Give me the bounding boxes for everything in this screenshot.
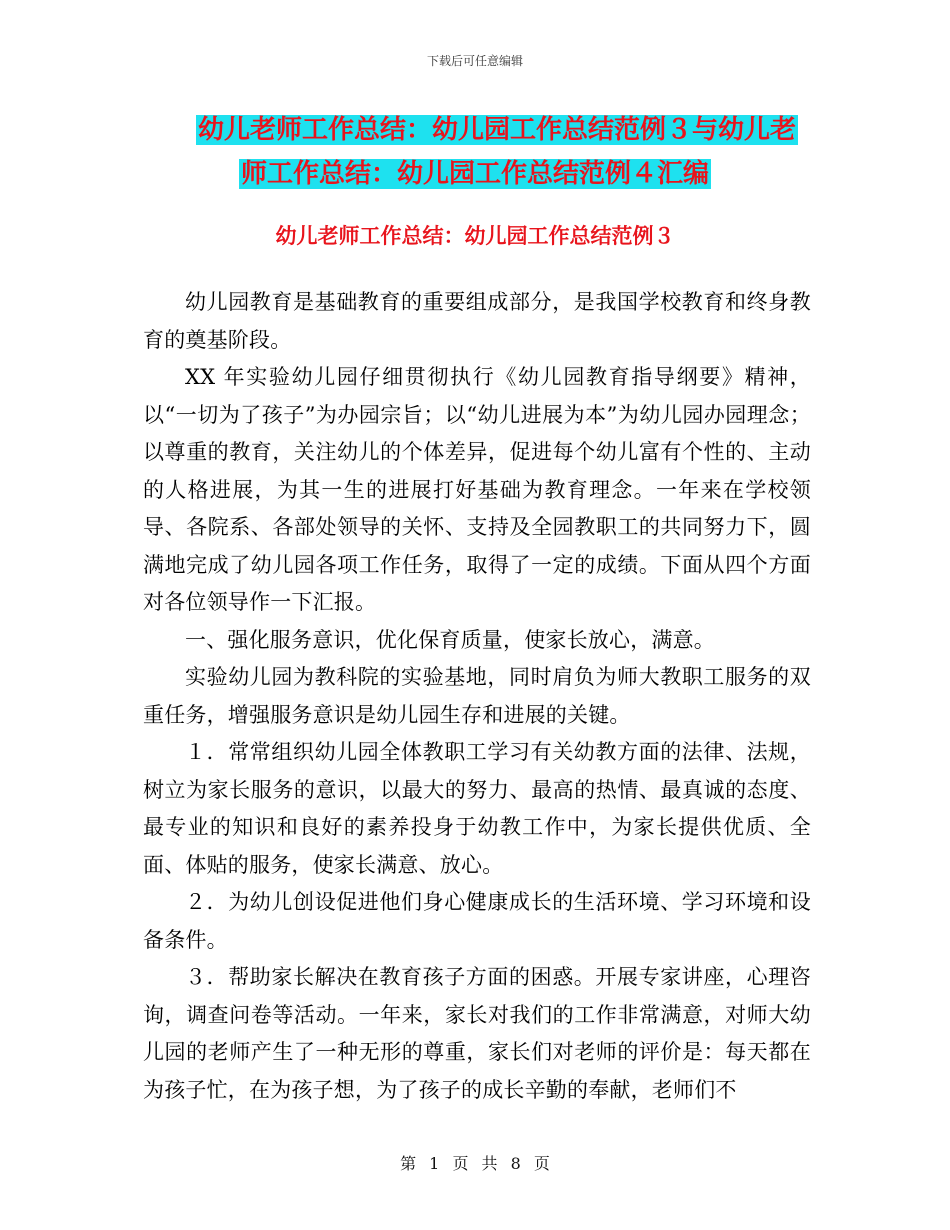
- body-paragraph: XX 年实验幼儿园仔细贯彻执行《幼儿园教育指导纲要》精神，以“一切为了孩子”为办园宗旨；以“幼儿进展为本”为幼儿园办园理念；以尊重的教育，关注幼儿的个体差异，促进每个幼儿富有个性的、主动的人格进展，为其一生的进展打好基础为教育理念。一年来在学校领导、各院系、各部处领导的关怀、支持及全园教职工的共同努力下，圆满地完成了幼儿园各项工作任务，取得了一定的成绩。下面从四个方面对各位领导作一下汇报。: [143, 365, 811, 614]
- document-body: [143, 284, 811, 1109]
- body-paragraph: 幼儿园教育是基础教育的重要组成部分，是我国学校教育和终身教育的奠基阶段。: [143, 290, 811, 352]
- document-title-line-1-text: 幼儿老师工作总结：幼儿园工作总结范例３与幼儿老: [197, 115, 796, 145]
- section-heading: 幼儿老师工作总结：幼儿园工作总结范例３: [275, 223, 675, 248]
- body-paragraph: 实验幼儿园为教科院的实验基地，同时肩负为师大教职工服务的双重任务，增强服务意识是幼儿园生存和进展的关键。: [143, 665, 811, 727]
- body-paragraph: ３．帮助家长解决在教育孩子方面的困惑。开展专家讲座，心理咨询，调查问卷等活动。一年来，家长对我们的工作非常满意，对师大幼儿园的老师产生了一种无形的尊重，家长们对老师的评价是：每天都在为孩子忙，在为孩子想，为了孩子的成长辛勤的奉献，老师们不: [143, 965, 811, 1102]
- body-paragraph: 一、强化服务意识，优化保育质量，使家长放心，满意。: [185, 627, 715, 652]
- page-header-note: 下载后可任意编辑: [426, 54, 523, 68]
- body-paragraph: ２．为幼儿创设促进他们身心健康成长的生活环境、学习环境和设备条件。: [143, 890, 811, 952]
- document-title-line-1: [0, 110, 950, 150]
- page-number: 第 1 页 共 8 页: [400, 1154, 550, 1173]
- body-paragraph: １．常常组织幼儿园全体教职工学习有关幼教方面的法律、法规，树立为家长服务的意识，以最大的努力、最高的热情、最真诚的态度、最专业的知识和良好的素养投身于幼教工作中，为家长提供优质、全面、体贴的服务，使家长满意、放心。: [143, 740, 811, 877]
- document-title-line-2: [0, 154, 950, 194]
- document-title-line-2-text: 师工作总结：幼儿园工作总结范例４汇编: [240, 159, 709, 189]
